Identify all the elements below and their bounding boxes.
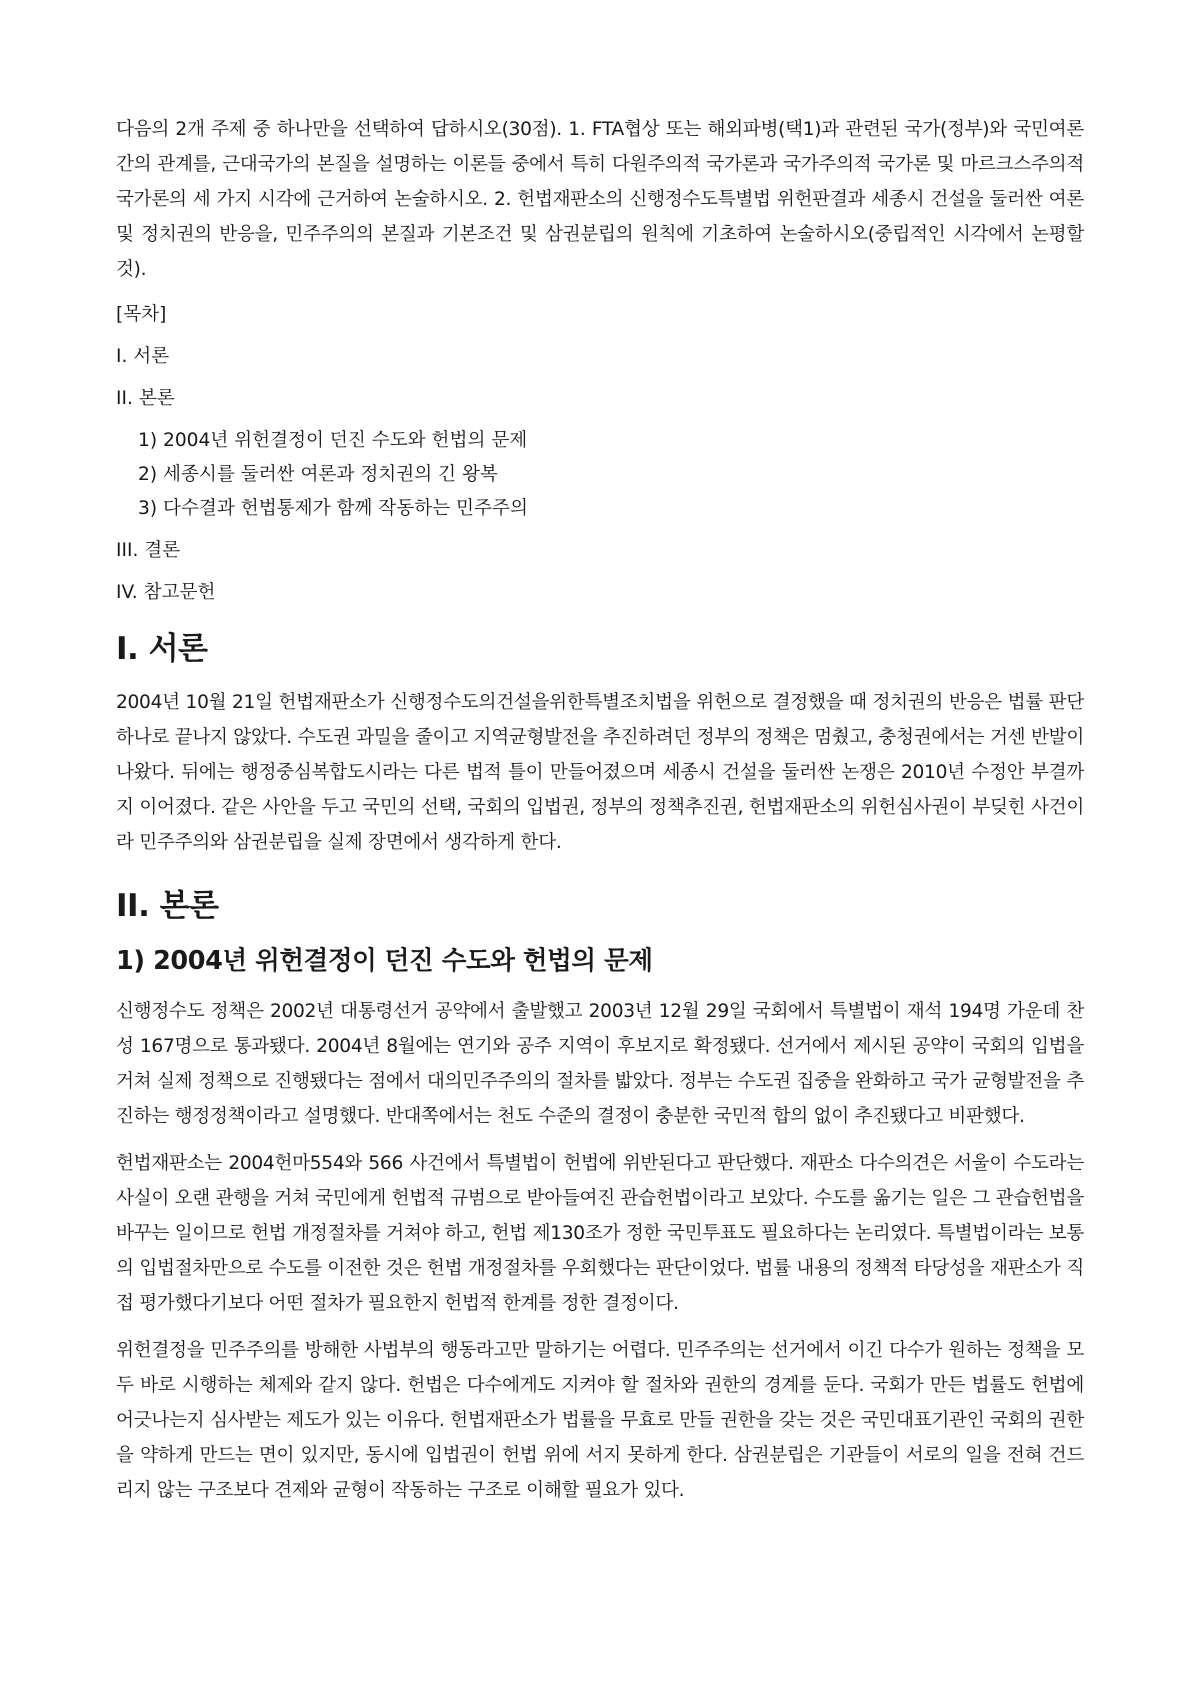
toc-title: [목차] xyxy=(116,304,167,325)
toc-item-body: II. 본론 xyxy=(116,388,175,409)
toc-subitem-1: 1) 2004년 위헌결정이 던진 수도와 헌법의 문제 xyxy=(138,430,528,451)
toc-item-references: IV. 참고문헌 xyxy=(116,582,216,603)
toc-subitem-2: 2) 세종시를 둘러싼 여론과 정치권의 긴 왕복 xyxy=(138,464,498,485)
toc-item-conclusion: III. 결론 xyxy=(116,540,181,561)
section-1-paragraph-2: 헌법재판소는 2004헌마554와 566 사건에서 특별법이 헌법에 위반된다고 판단했다. 재판소 다수의견은 서울이 수도라는 사실이 오랜 관행을 거쳐 국민에게 헌법적 규범으로 받아들여진 관습헌법이라고 보았다. 수도를 옮기는 일은 그 관습헌법을 바꾸는 일이므로 헌법 개정절차를 거쳐야 하고, 헌법 제130조가 정한 국민투표도 필요하다는 논리였다. 특별법이라는 보통의 입법절차만으로 수도를 이전한 것은 헌법 개정절차를 우회했다는 판단이었다. 법률 내용의 정책적 타당성을 재판소가 직접 평가했다기보다 어떤 절차가 필요한지 헌법적 한계를 정한 결정이다. xyxy=(116,1153,1084,1314)
question-prompt: 다음의 2개 주제 중 하나만을 선택하여 답하시오(30점). 1. FTA협상 또는 해외파병(택1)과 관련된 국가(정부)와 국민여론 간의 관계를, 근대국가의 본질을 설명하는 이론들 중에서 특히 다원주의적 국가론과 국가주의적 국가론 및 마르크스주의적 국가론의 세 가지 시각에 근거하여 논술하시오. 2. 헌법재판소의 신행정수도특별법 위헌판결과 세종시 건설을 둘러싼 여론 및 정치권의 반응을, 민주주의의 본질과 기본조건 및 삼권분립의 원칙에 기초하여 논술하시오(중립적인 시각에서 논평할 것). xyxy=(116,119,1084,280)
intro-paragraph: 2004년 10월 21일 헌법재판소가 신행정수도의건설을위한특별조치법을 위헌으로 결정했을 때 정치권의 반응은 법률 판단 하나로 끝나지 않았다. 수도권 과밀을 줄이고 지역균형발전을 추진하려던 정부의 정책은 멈췄고, 충청권에서는 거센 반발이 나왔다. 뒤에는 행정중심복합도시라는 다른 법적 틀이 만들어졌으며 세종시 건설을 둘러싼 논쟁은 2010년 수정안 부결까지 이어졌다. 같은 사안을 두고 국민의 선택, 국회의 입법권, 정부의 정책추진권, 헌법재판소의 위헌심사권이 부딪힌 사건이라 민주주의와 삼권분립을 실제 장면에서 생각하게 한다. xyxy=(116,692,1084,853)
section-1-paragraph-1: 신행정수도 정책은 2002년 대통령선거 공약에서 출발했고 2003년 12월 29일 국회에서 특별법이 재석 194명 가운데 찬성 167명으로 통과됐다. 2004년 8월에는 연기와 공주 지역이 후보지로 확정됐다. 선거에서 제시된 공약이 국회의 입법을 거쳐 실제 정책으로 진행됐다는 점에서 대의민주주의의 절차를 밟았다. 정부는 수도권 집중을 완화하고 국가 균형발전을 추진하는 행정정책이라고 설명했다. 반대쪽에서는 천도 수준의 결정이 충분한 국민적 합의 없이 추진됐다고 비판했다. xyxy=(116,1001,1084,1127)
body-heading: II. 본론 xyxy=(116,888,219,924)
toc-subitem-3: 3) 다수결과 헌법통제가 함께 작동하는 민주주의 xyxy=(138,498,528,519)
section-1-heading: 1) 2004년 위헌결정이 던진 수도와 헌법의 문제 xyxy=(116,946,653,976)
table-of-contents xyxy=(116,301,1084,607)
section-1-paragraph-3: 위헌결정을 민주주의를 방해한 사법부의 행동라고만 말하기는 어렵다. 민주주의는 선거에서 이긴 다수가 원하는 정책을 모두 바로 시행하는 체제와 같지 않다. 헌법은 다수에게도 지켜야 할 절차와 권한의 경계를 둔다. 국회가 만든 법률도 헌법에 어긋나는지 심사받는 제도가 있는 이유다. 헌법재판소가 법률을 무효로 만들 권한을 갖는 것은 국민대표기관인 국회의 권한을 약하게 만드는 면이 있지만, 동시에 입법권이 헌법 위에 서지 못하게 한다. 삼권분립은 기관들이 서로의 일을 전혀 건드리지 않는 구조보다 견제와 균형이 작동하는 구조로 이해할 필요가 있다. xyxy=(116,1340,1084,1501)
intro-heading: I. 서론 xyxy=(116,631,208,667)
toc-item-intro: I. 서론 xyxy=(116,346,170,367)
